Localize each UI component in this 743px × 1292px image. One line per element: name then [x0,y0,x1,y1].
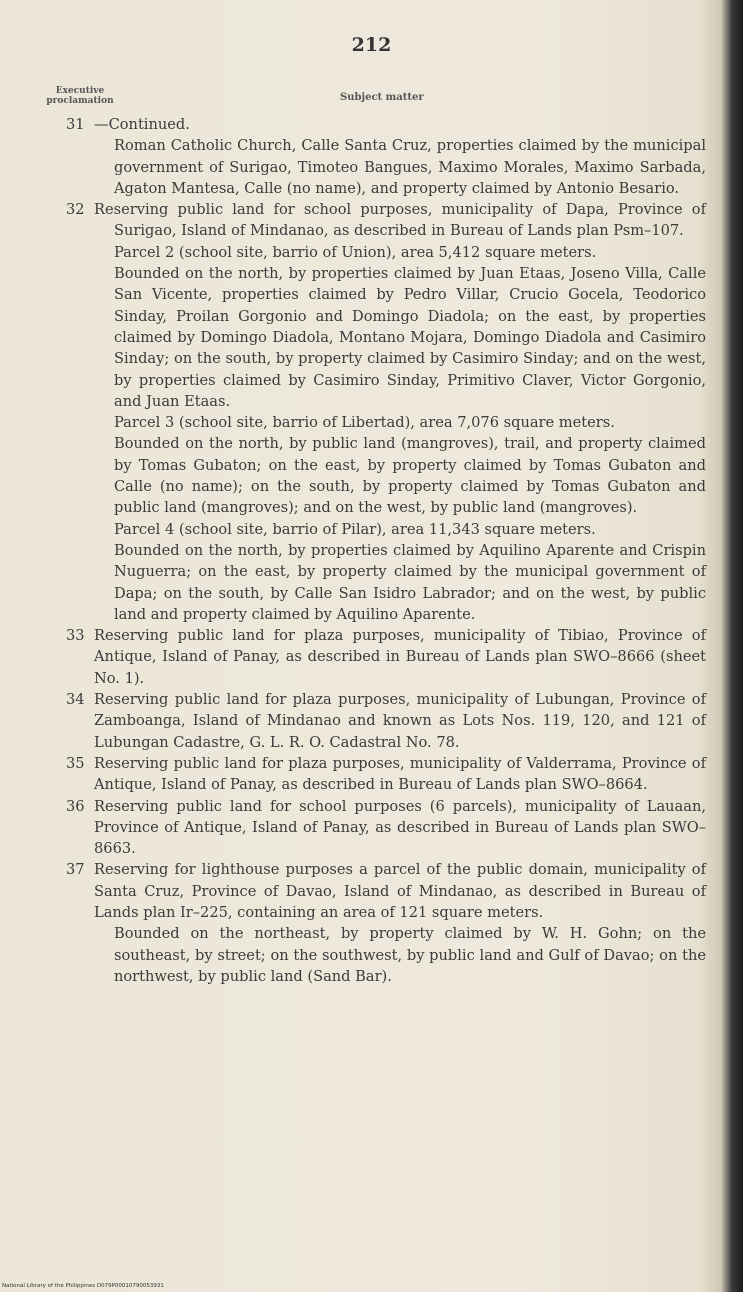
entry-35 [66,753,706,796]
parcel-4-bounds: Bounded on the north, by properties claimed by Aquilino Aparente and Crispin Nuguerra; on the east, by property claimed by the municipal government of Dapa; on the south, by Calle San Isidro Labrador; and on the west, by public land and property claimed by Aquilino Aparente. [114,541,706,623]
column-header-proclamation: Executive proclamation [46,86,114,106]
entry-number: 37 [66,861,85,879]
entry-text: Reserving public land for plaza purposes, municipality of Lubungan, Province of Zamboanga, Island of Mindanao and known as Lots Nos. 119, 120, and 121 of Lubungan Cadastre, G. L. R. O. Cadastral No. 78. [94,691,706,751]
parcel-3-bounds: Bounded on the north, by public land (mangroves), trail, and property claimed by Tomas Gubaton; on the east, by property claimed by Tomas Gubaton and Calle (no name); on the south, by property claimed by Tomas Gubaton and public land (mangroves); and on the west, by public land (mangroves). [114,435,706,517]
parcel-4-heading: Parcel 4 (school site, barrio of Pilar), area 11,343 square meters. [114,520,596,538]
page-number: 212 [351,34,392,56]
parcel-3-heading: Parcel 3 (school site, barrio of Libertad), area 7,076 square meters. [114,414,615,432]
entry-text: Reserving public land for plaza purposes, municipality of Valderrama, Province of Antique, Island of Panay, as described in Bureau of Lands plan SWO–8664. [94,754,706,794]
entry-31-body: Roman Catholic Church, Calle Santa Cruz, properties claimed by the municipal government of Surigao, Timoteo Bangues, Maximo Morales, Maximo Sarbada, Agaton Mantesa, Calle (no name), and property claimed by Antonio Besario. [114,137,706,197]
entry-number: 36 [66,797,85,815]
entry-text: Reserving public land for plaza purposes, municipality of Tibiao, Province of Antique, Island of Panay, as described in Bureau of Lands plan SWO–8666 (sheet No. 1). [94,627,706,687]
entry-text: Reserving public land for school purposes (6 parcels), municipality of Lauaan, Province of Antique, Island of Panay, as described in Bureau of Lands plan SWO–8663. [94,797,706,858]
entry-33 [66,625,706,689]
body-text [66,114,706,987]
entry-37 [66,859,706,923]
entry-37-bounds: Bounded on the northeast, by property claimed by W. H. Gohn; on the southeast, by street; on the southwest, by public land and Gulf of Davao; on the northwest, by public land (Sand Bar). [114,925,706,985]
scan-footer: National Library of the Philippines D079P00010790053931 [2,1283,164,1289]
column-header-subject: Subject matter [340,92,424,103]
entry-34 [66,689,706,753]
entry-number: 34 [66,691,85,709]
parcel-2-bounds: Bounded on the north, by properties claimed by Juan Etaas, Joseno Villa, Calle San Vicente, properties claimed by Pedro Villar, Crucio Gocela, Teodorico Sinday, Proilan Gorgonio and Domingo Diadola; on the east, by properties claimed by Domingo Diadola, Montano Mojara, Domingo Diadola and Casimiro Sinday; on the south, by property claimed by Casimiro Sinday; and on the west, by properties claimed by Casimiro Sinday, Primitivo Claver, Victor Gorgonio, and Juan Etaas. [114,265,706,410]
entry-text: —Continued. [94,116,190,133]
entry-32 [66,199,706,242]
entry-36 [66,796,706,860]
entry-number: 31 [66,116,85,133]
entry-text: Reserving public land for school purposes, municipality of Dapa, Province of Surigao, Island of Mindanao, as described in Bureau of Lands plan Psm–107. [94,201,706,240]
entry-text: Reserving for lighthouse purposes a parcel of the public domain, municipality of Santa Cruz, Province of Davao, Island of Mindanao, as described in Bureau of Lands plan Ir–225, containing an area of 121 square meters. [94,861,706,921]
parcel-2-heading: Parcel 2 (school site, barrio of Union), area 5,412 square meters. [114,243,597,261]
entry-number: 33 [66,627,85,645]
entry-31-continued [66,114,706,135]
entry-number: 35 [66,754,85,772]
entry-number: 32 [66,201,85,219]
